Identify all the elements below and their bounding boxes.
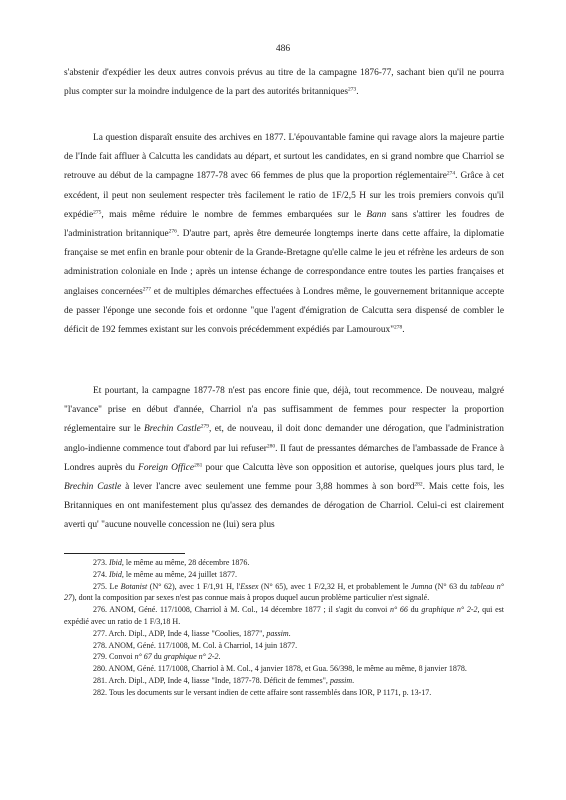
italic-text: Brechin Castle <box>144 424 201 435</box>
italic-text: Ibid <box>109 558 122 567</box>
text-run: pour que Calcutta lève son opposition et autorise, quelques jours plus tard, le <box>202 462 505 473</box>
text-run: 275. Le <box>93 581 121 591</box>
italic-text: passim <box>329 675 353 685</box>
italic-text: Foreign Office <box>138 462 195 473</box>
paragraph <box>64 64 504 102</box>
text-run: , et, de nouveau, il doit donc demander une dérogation, que l'administration anglo-indienne commence tout d'abord par lui refuser <box>64 424 504 454</box>
text-run: (N° 63 du <box>432 581 471 591</box>
paragraph <box>64 382 504 536</box>
italic-text: Bann <box>366 209 387 220</box>
text-run: (N° 62), avec 1 F/1,91 H, l' <box>147 581 241 591</box>
italic-text: tableau n° 27 <box>64 581 505 603</box>
text-run: , mais même réduire le nombre de femmes embarquées sur le <box>101 209 367 220</box>
italic-text: n° 67 <box>134 652 152 662</box>
text-run: La question disparaît ensuite des archives en 1877. L'épouvantable famine qui ravage alors la majeure partie de l'Inde fait affluer à Calcutta les candidats au départ, et surtout les candidates, en si grand nombre que Charriol se retrouve au début de la campagne 1877-78 avec 66 femmes de plus que la proportion réglementaire <box>64 133 504 182</box>
text-run: 277. Arch. Dipl., ADP, Inde 4, liasse "Coolies, 1877", <box>93 628 267 638</box>
footnote <box>64 663 504 675</box>
text-run: . <box>356 87 359 98</box>
text-run: et de multiples démarches effectuées à Londres même, le gouvernement britannique accepte de passer l'éponge une seconde fois et ordonne "que l'agent d'émigration de Calcutta sera dispensé de combler le déficit de 192 femmes existant sur les convois précédemment expédiés par Lamouroux" <box>64 286 504 336</box>
text-run: 279. Convoi <box>93 652 135 662</box>
footnote <box>64 569 504 581</box>
text-run: sans s'attirer les foudres de l'administration britannique <box>64 209 504 240</box>
footnote-ref: 274 <box>446 170 456 177</box>
footnote-ref: 275 <box>93 209 102 216</box>
text-run: du <box>151 652 164 662</box>
text-run: 281. Arch. Dipl., ADP, Inde 4, liasse "Inde, 1877-78. Déficit de femmes", <box>93 675 330 685</box>
footnote-ref: 278 <box>394 324 403 331</box>
paragraph <box>64 129 504 340</box>
italic-text: n° 66 <box>390 605 408 615</box>
italic-text: graphique n° 2-2 <box>163 652 219 662</box>
text-run: Et pourtant, la campagne 1877-78 n'est pas encore finie que, déjà, tout recommence. De nouveau, malgré "l'avance" prise en début d'année, Charriol n'a pas suffisamment de femmes pour respecter la proportion réglementaire sur le <box>64 386 504 435</box>
italic-text: Jumna <box>411 581 433 591</box>
text-run: 274. <box>93 569 109 579</box>
text-run: . <box>288 628 291 638</box>
text-run: . Mais cette fois, les Britanniques en ont manifestement plus qu'assez des demandes de dérogation de Charriol. Celui-ci est clairement averti qu' "aucune nouvelle concession ne (lui) sera plus <box>64 482 504 531</box>
footnote <box>64 687 504 699</box>
text-run: , qui est expédié avec un ratio de 1 F/3,18 H. <box>64 605 504 626</box>
italic-text: Essex <box>240 581 259 591</box>
text-run: . Grâce à cet excédent, il peut non seulement respecter très facilement le ratio de 1F/2,5 H sur les trois premiers convois qu'il expédie <box>64 171 504 220</box>
footnote-ref: 277 <box>142 286 152 293</box>
text-run: , le même au même, 28 décembre 1876. <box>121 558 250 567</box>
footnote <box>64 675 504 687</box>
text-run: ), dont la composition par sexes n'est pas connue mais à propos duquel aucun problème particulier n'est signalé. <box>72 593 430 603</box>
text-run: , le même au même, 24 juillet 1877. <box>121 569 237 579</box>
footnote-ref: 279 <box>200 423 209 430</box>
text-run: . <box>402 325 405 336</box>
footnote <box>64 640 504 652</box>
footnote-ref: 281 <box>194 462 203 469</box>
footnote <box>64 651 504 663</box>
italic-text: Brechin Castle <box>64 482 122 493</box>
text-run: . D'autre part, après être demeurée longtemps inerte dans cette affaire, la diplomatie française se met enfin en branle pour obtenir de la Grande-Bretagne qu'elle calme le jeu et réfrène les ardeurs de son administration coloniale en Inde ; après un intense échange de correspondance entre toutes les parties françaises et anglaises concernées <box>64 229 504 297</box>
footnote-separator <box>64 553 185 554</box>
text-run: 278. ANOM, Géné. 117/1008, M. Col. à Charriol, 14 juin 1877. <box>93 640 298 650</box>
page-number: 486 <box>275 44 291 54</box>
text-run: 280. ANOM, Géné. 117/1008, Charriol à M. Col., 4 janvier 1878, et Gua. 56/398, le même au même, 8 janvier 1878. <box>93 664 467 674</box>
footnote-ref: 282 <box>414 481 423 488</box>
italic-text: passim <box>266 628 289 638</box>
text-run: (N° 65), avec 1 F/2,32 H, et probablement le <box>258 581 412 591</box>
italic-text: Botanist <box>120 581 148 591</box>
text-run: à lever l'ancre avec seulement une femme pour 3,88 hommes à son bord <box>121 482 415 493</box>
footnote-ref: 273 <box>348 86 357 93</box>
italic-text: Ibid <box>109 569 122 579</box>
footnote <box>64 628 504 640</box>
text-run: 273. <box>93 558 109 567</box>
footnote-ref: 280 <box>266 443 276 450</box>
footnote <box>64 557 504 569</box>
text-run: 282. Tous les documents sur le versant indien de cette affaire sont rassemblés dans IOR, P 1171, p. 13-17. <box>93 687 432 697</box>
footnote-ref: 276 <box>168 228 177 235</box>
text-run: du <box>407 605 422 615</box>
footnote <box>64 604 504 628</box>
text-run: . Il faut de pressantes démarches de l'ambassade de France à Londres auprès du <box>64 443 504 473</box>
text-run: . <box>352 675 355 685</box>
text-run: 276. ANOM, Géné. 117/1008, Charriol à M. Col., 14 décembre 1877 ; il s'agit du convoi <box>93 605 391 615</box>
text-run: s'abstenir d'expédier les deux autres convois prévus au titre de la campagne 1876-77, sachant bien qu'il ne pourra plus compter sur la moindre indulgence de la part des autorités britanniques <box>64 68 504 98</box>
footnote <box>64 581 504 605</box>
footnotes <box>64 557 504 699</box>
text-run: . <box>218 652 221 662</box>
italic-text: graphique n° 2-2 <box>421 605 478 615</box>
